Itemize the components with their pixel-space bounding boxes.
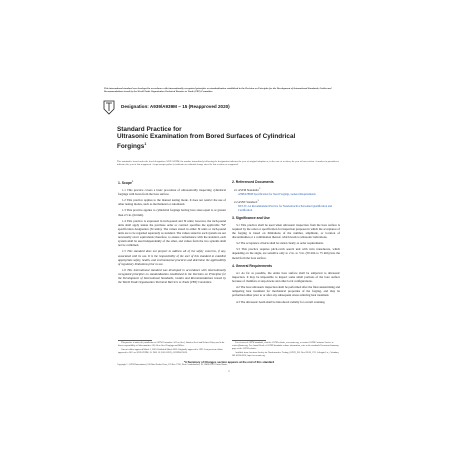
page-number: 1 — [228, 370, 230, 373]
footnote-divider-left — [118, 340, 152, 341]
title-line-3: Forgings — [117, 142, 145, 150]
paragraph-1-6: 1.6 This international standard was developed in accordance with internationally recognized principles on standardization established in the Decision on Principles for the Development of International Standards, Guides and Recommendations issued by the World Trade Organization Technical Barriers to Trade (TBT) Committee. — [118, 267, 226, 285]
paragraph-3-3: 3.3 This practice requires pitch-catch search unit with twin transducers, which depending on the angle, are sensitive only to 2 in. to 3 in. (50 mm to 75 mm) into the metal from the bore surface. — [232, 247, 340, 260]
footnote-2: For referenced ASTM standards, visit the ASTM website, www.astm.org, or contact ASTM Customer Service at service@astm.org. For Annual Book of ASTM Standards volume information, refer to the standard's Document Summary page on the ASTM website. — [232, 342, 339, 350]
title-line-2: Ultrasonic Examination from Bored Surfaces of Cylindrical — [117, 133, 296, 141]
paragraph-1-2: 1.2 This practice applies to the manual testing mode. It does not restrict the use of other testing modes, such as mechanized or automated. — [118, 198, 226, 207]
copyright-line: Copyright © ASTM International, 100 Barr Harbor Drive, PO Box C700, West Conshohocken, PA 19428-2959. United States — [117, 364, 228, 366]
standard-intro: This standard is issued under the fixed designation A939/A939M; the number immediately following the designation indicates the year of original adoption or, in the case of revision, the year of last revision. A number in parentheses indicates the year of last reapproval. A superscript epsilon (ε) indicates an editorial change since the last revision or reapproval. — [117, 160, 339, 167]
astm-footnote-marker: 2 — [259, 186, 261, 190]
right-column — [232, 180, 340, 306]
paragraph-1-3: 1.3 This practice applies to cylindrical forgings having bore sizes equal to or greater than 2.5 in. (64 mm). — [118, 208, 226, 217]
paragraph-2-1: 2.1 ASTM Standards: — [234, 187, 260, 192]
paragraph-4-1: 4.1 As far as possible, the entire bore surface shall be subjected to ultrasonic inspection. It may be impossible to inspect some small portions of the bore surface because of chamfers at step-downs and other local configurations. — [232, 270, 340, 283]
footnotes-right — [232, 342, 340, 360]
footnote-1: This practice is under the jurisdiction of ASTM Committee A01 on Steel, Stainless Steel and Related Alloys and is the direct responsibility of Subcommittee A01.06 on Steel Forgings and Billets. — [118, 342, 225, 347]
scope-heading: 1. Scope — [118, 181, 132, 186]
referenced-documents-heading: 2. Referenced Documents — [232, 180, 274, 184]
paragraph-2-2: 2.2 ASNT Standard: — [234, 199, 258, 204]
paragraph-1-1: 1.1 This practice covers a basic procedure of ultrasonically inspecting cylindrical forgings with bores from the bore surface. — [118, 187, 226, 196]
standard-notice: This international standard was developed in accordance with internationally recognized principles on standardization established in the Decision on Principles for the Development of International Standards, Guides and Recommendations issued by the World Trade Organization Technical Barriers to Trade (TBT) Committee. — [104, 87, 332, 94]
title-footnote-marker: 1 — [144, 141, 147, 146]
footnote-edition: Current edition approved March 1, 2020. Published March 2020. Originally approved in 1995. Last previous edition approved in 2015 as A939/A939M–15. DOI: 10.1520/A0939_A0939M-15R20. — [118, 349, 223, 355]
paragraph-3-1: 3.1 This practice shall be used when ultrasonic inspection from the bore surface is required by the order or specification for inspection purposes in which the acceptance of the forging is based on limitations of the number, amplitude, or location of discontinuities or a combination thereof, which leads to ultrasonic indications. — [232, 222, 340, 239]
reference-snt-code[interactable]: SNT-TC-1A — [238, 205, 252, 209]
reference-a788-title[interactable]: Specification for Steel Forgings, General Requirements — [253, 193, 316, 197]
scope-footnote-marker: 1 — [131, 181, 134, 183]
reference-a788-code[interactable]: A788/A788M — [238, 193, 253, 197]
paragraph-4-2: 4.2 The bore ultrasonic inspection shall be performed after the final austenitizing and tempering heat treatment for mechanical properties of the forging, and may be performed either prior to or after any subsequent stress relieving heat treatment. — [232, 285, 340, 298]
general-requirements-heading: 4. General Requirements — [232, 264, 272, 269]
reference-snt-tc-1a[interactable] — [238, 205, 340, 212]
title-line-1: Standard Practice for — [117, 126, 182, 133]
asnt-footnote-marker: 3 — [257, 198, 259, 202]
document-title — [117, 126, 337, 150]
paragraph-1-5: 1.5 This standard does not purport to address all of the safety concerns, if any, associated with its use. It is the responsibility of the user of this standard to establish appropriate safety, health, and environmental practices and determine the applicability of regulatory limitations prior to use. — [118, 249, 226, 266]
paragraph-4-3: 4.3 The ultrasonic beam shall be introduced radially for overall scanning. — [236, 299, 326, 304]
summary-of-changes-note: *A Summary of Changes section appears at the end of this standard — [183, 360, 275, 364]
paragraph-1-4: 1.4 This practice is expressed in inch-pound and SI units; however, the inch-pound units shall apply unless the purchase order or contract specifies the applicable "M" specification designation (SI units). The values stated in either SI units or inch-pound units are to be regarded separately as standard. The values stated in each system are not necessarily exact equivalents; therefore, to ensure conformance with the standard, each system shall be used independently of the other, and values from the two systems shall not be combined. — [118, 218, 226, 248]
designation: Designation: A939/A939M − 15 (Reapproved 2020) — [121, 104, 230, 109]
footnotes-left — [118, 342, 226, 357]
footnote-divider-right — [232, 340, 266, 341]
astm-logo-icon — [103, 100, 115, 115]
paragraph-3-2: 3.2 The acceptance criteria shall be stated clearly as order requirements. — [236, 241, 324, 246]
significance-heading: 3. Significance and Use — [232, 216, 270, 221]
reference-a788[interactable] — [238, 193, 340, 197]
footnote-3: Available from American Society for Nondestructive Testing (ASNT), P.O. Box 28518, 1711 Arlingate Ln., Columbus, OH 43228-0518, http://www.asnt.org. — [232, 352, 340, 358]
reference-snt-title[interactable]: Recommended Practice for Nondestructive Personnel Qualification and Certification — [238, 205, 332, 212]
left-column — [118, 180, 226, 286]
